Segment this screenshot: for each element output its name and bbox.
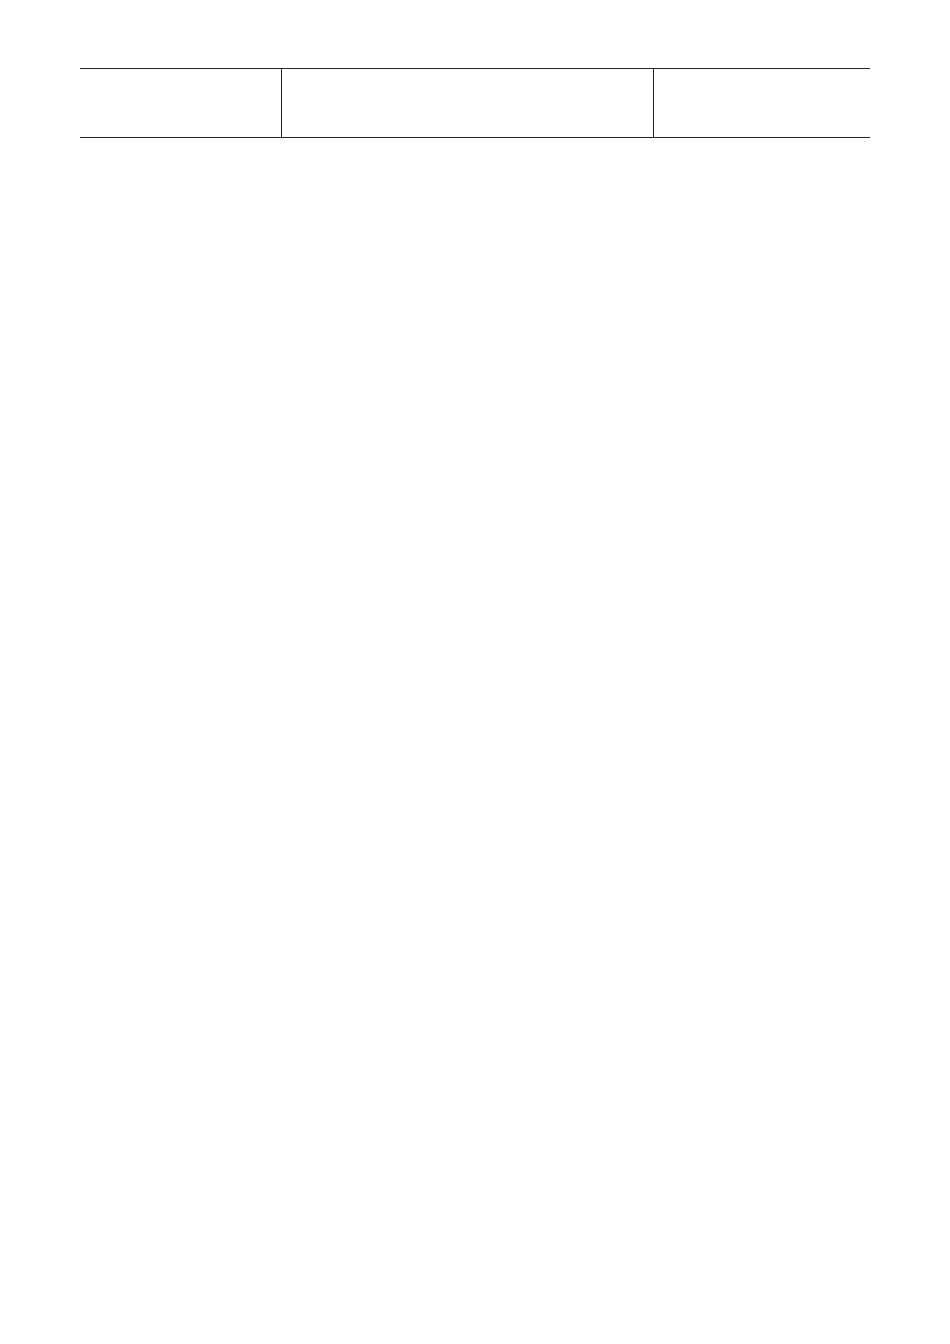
header-motto [282,69,654,137]
header-page-info [654,69,870,137]
page-header [80,68,870,138]
header-meta-cell [80,69,282,137]
